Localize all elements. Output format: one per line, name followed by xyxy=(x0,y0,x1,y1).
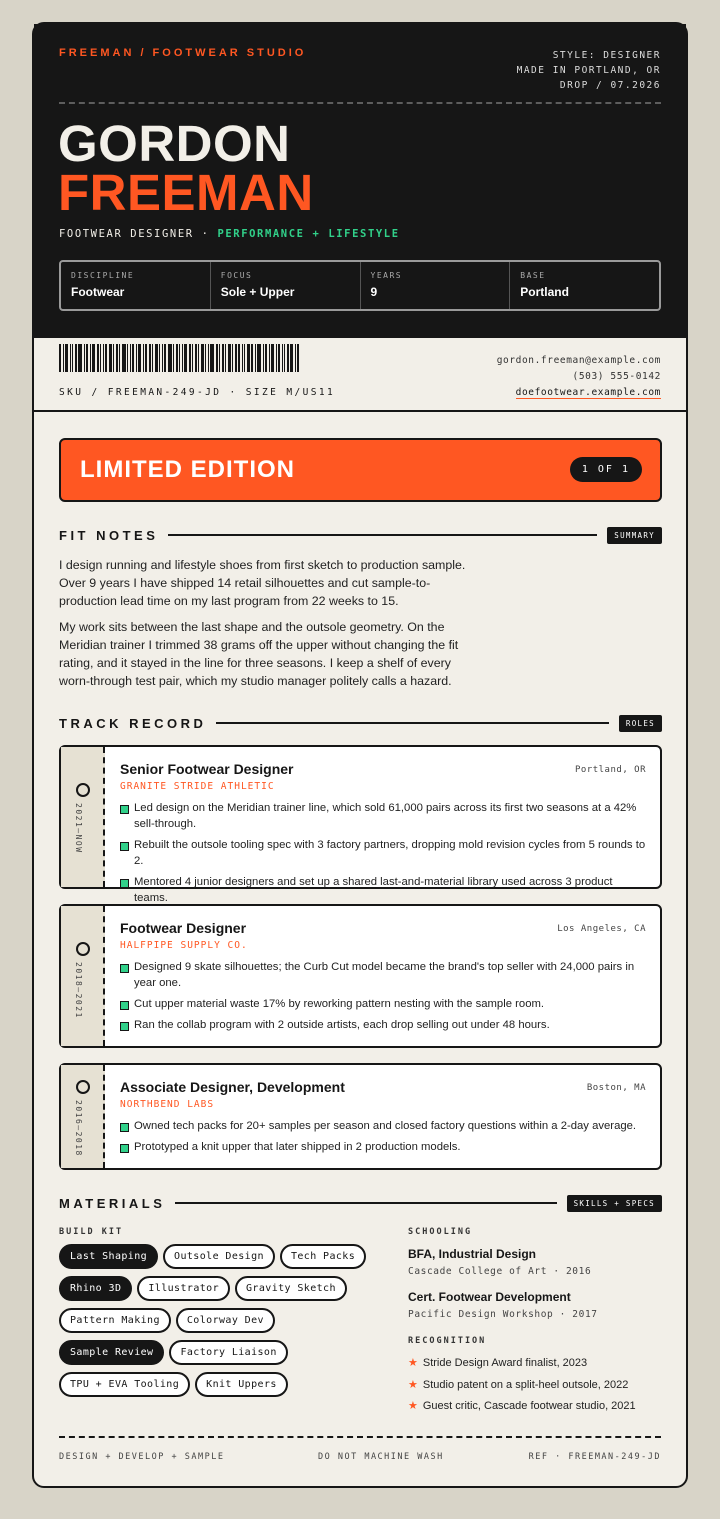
stat-value: Portland xyxy=(520,285,569,299)
job-location: Boston, MA xyxy=(586,1083,646,1093)
meta-line: MADE IN PORTLAND, OR xyxy=(516,65,661,76)
skills-list xyxy=(59,1244,389,1404)
job-bullet: Rebuilt the outsole tooling spec with 3 factory partners, dropping mold revision cycles from 5 rounds to 2. xyxy=(120,837,646,869)
job-years: 2018–2021 xyxy=(74,962,83,1019)
barcode-bar xyxy=(122,344,126,372)
barcode-bar xyxy=(210,344,214,372)
award-text: Studio patent on a split-heel outsole, 2022 xyxy=(422,1379,629,1391)
skill-chip: Illustrator xyxy=(137,1276,230,1301)
tagline xyxy=(59,228,400,240)
stat-value: Sole + Upper xyxy=(220,285,295,299)
job-bullet: Ran the collab program with 2 outside artists, each drop selling out under 48 hours. xyxy=(120,1017,646,1033)
barcode-bar xyxy=(127,344,128,372)
section-title: MATERIALS xyxy=(59,1195,166,1211)
barcode-bar xyxy=(278,344,280,372)
job-title: Senior Footwear Designer xyxy=(120,761,294,777)
job-card xyxy=(59,904,662,1048)
timeline-rail xyxy=(61,747,105,887)
job-bullets xyxy=(120,959,646,1033)
footer-right: REF · FREEMAN-249-JD xyxy=(528,1452,661,1462)
barcode-bar xyxy=(201,344,204,372)
barcode-bar xyxy=(182,344,183,372)
barcode-bar xyxy=(109,344,112,372)
stat-label: YEARS xyxy=(370,271,403,280)
tagline-role: FOOTWEAR DESIGNER · xyxy=(59,228,210,240)
star-icon: ★ xyxy=(408,1379,418,1391)
degree: Cert. Footwear Development xyxy=(408,1290,571,1304)
barcode-graphic xyxy=(59,344,301,372)
contact-info xyxy=(497,353,661,401)
barcode-bar xyxy=(269,344,270,372)
barcode-bar xyxy=(138,344,141,372)
education-item xyxy=(408,1290,668,1320)
skill-chip: Outsole Design xyxy=(163,1244,275,1269)
barcode-bar xyxy=(255,344,256,372)
section-rule xyxy=(168,534,597,536)
barcode-bar xyxy=(113,344,114,372)
section-title: FIT NOTES xyxy=(59,527,159,543)
section-tag: SKILLS + SPECS xyxy=(567,1195,662,1212)
job-location: Portland, OR xyxy=(574,765,646,775)
stat-years xyxy=(361,262,511,309)
barcode-bar xyxy=(92,344,95,372)
degree: BFA, Industrial Design xyxy=(408,1247,537,1261)
footer-divider xyxy=(59,1436,661,1438)
tagline-focus: PERFORMANCE + LIFESTYLE xyxy=(217,228,400,240)
job-years: 2016–2018 xyxy=(74,1100,83,1157)
resume-card xyxy=(32,22,688,1488)
limited-edition-banner xyxy=(59,438,662,502)
barcode-bar xyxy=(184,344,187,372)
stat-value: 9 xyxy=(370,285,378,299)
barcode-band xyxy=(34,338,686,412)
barcode-bar xyxy=(70,344,71,372)
award-item xyxy=(408,1399,636,1412)
award-item xyxy=(408,1356,587,1369)
barcode-bar xyxy=(238,344,240,372)
job-bullet: Designed 9 skate silhouettes; the Curb Cut model became the brand's top seller with 24,000 pairs in year one. xyxy=(120,959,646,991)
barcode-bar xyxy=(251,344,253,372)
skill-chip: Sample Review xyxy=(59,1340,164,1365)
skill-chip: Colorway Dev xyxy=(176,1308,275,1333)
barcode-bar xyxy=(65,344,68,372)
job-bullet: Led design on the Meridian trainer line, which sold 61,000 pairs across its first two seasons at a 42% sell-through. xyxy=(120,800,646,832)
barcode-bar xyxy=(216,344,218,372)
barcode-bar xyxy=(78,344,82,372)
barcode-bar xyxy=(225,344,226,372)
barcode-bar xyxy=(242,344,243,372)
build-kit-label: BUILD KIT xyxy=(59,1227,124,1237)
section-header-fit-notes xyxy=(59,526,662,544)
stat-label: FOCUS xyxy=(220,271,253,280)
barcode-bar xyxy=(235,344,237,372)
barcode-bar xyxy=(152,344,153,372)
barcode-bar xyxy=(282,344,283,372)
recognition-label: RECOGNITION xyxy=(408,1336,487,1346)
barcode-bar xyxy=(247,344,250,372)
section-rule xyxy=(175,1202,556,1204)
brand-label: FREEMAN / FOOTWEAR STUDIO xyxy=(59,47,307,59)
barcode-bar xyxy=(143,344,144,372)
email-link[interactable]: gordon.freeman@example.com xyxy=(496,355,661,366)
barcode-bar xyxy=(164,344,166,372)
school: Pacific Design Workshop · 2017 xyxy=(408,1309,598,1320)
stat-label: BASE xyxy=(520,271,546,280)
style-meta xyxy=(517,48,661,93)
barcode-bar xyxy=(263,344,264,372)
barcode-bar xyxy=(176,344,178,372)
barcode-bar xyxy=(105,344,107,372)
barcode-bar xyxy=(205,344,206,372)
job-bullet: Prototyped a knit upper that later shipped in 2 production models. xyxy=(120,1139,646,1155)
skill-chip: TPU + EVA Tooling xyxy=(59,1372,190,1397)
barcode-bar xyxy=(287,344,289,372)
barcode-bar xyxy=(168,344,172,372)
header xyxy=(34,24,686,338)
edition-badge: 1 OF 1 xyxy=(570,457,642,482)
stats-box xyxy=(59,260,661,311)
last-name: FREEMAN xyxy=(58,164,314,221)
job-company: GRANITE STRIDE ATHLETIC xyxy=(120,781,275,792)
barcode-bar xyxy=(295,344,296,372)
header-divider xyxy=(59,102,661,104)
stat-base xyxy=(510,262,659,309)
job-years: 2021–NOW xyxy=(74,803,83,854)
barcode-bar xyxy=(100,344,101,372)
barcode-bar xyxy=(75,344,77,372)
summary-paragraph: I design running and lifestyle shoes from first sketch to production sample. Over 9 years I have shipped 14 retail silhouettes and cut sample-to-production lead time on my last program from 22 weeks to 15. xyxy=(59,558,466,608)
section-rule xyxy=(216,722,608,724)
barcode-bar xyxy=(198,344,199,372)
skill-chip: Tech Packs xyxy=(280,1244,366,1269)
barcode-bar xyxy=(222,344,224,372)
phone-number: (503) 555-0142 xyxy=(572,371,661,382)
section-tag: SUMMARY xyxy=(607,527,662,544)
skill-chip: Pattern Making xyxy=(59,1308,171,1333)
barcode-bar xyxy=(90,344,91,372)
barcode-bar xyxy=(136,344,137,372)
section-header-track-record xyxy=(59,714,662,732)
barcode-bar xyxy=(232,344,233,372)
barcode-bar xyxy=(271,344,274,372)
barcode-bar xyxy=(265,344,267,372)
barcode-bar xyxy=(276,344,277,372)
barcode-bar xyxy=(173,344,174,372)
summary-text xyxy=(59,556,479,698)
job-bullets xyxy=(120,800,646,906)
footer-center: DO NOT MACHINE WASH xyxy=(318,1452,444,1462)
footer-left: DESIGN + DEVELOP + SAMPLE xyxy=(59,1452,225,1462)
timeline-dot-icon xyxy=(76,783,90,797)
barcode-bar xyxy=(179,344,180,372)
barcode-bar xyxy=(290,344,293,372)
award-text: Guest critic, Cascade footwear studio, 2021 xyxy=(422,1400,636,1412)
job-title: Footwear Designer xyxy=(120,920,247,936)
stat-focus xyxy=(211,262,361,309)
barcode-bar xyxy=(162,344,163,372)
skill-chip: Knit Uppers xyxy=(195,1372,288,1397)
barcode-bar xyxy=(195,344,197,372)
summary-paragraph: My work sits between the last shape and the outsole geometry. On the Meridian trainer I trimmed 38 grams off the upper without changing the fit rating, and it stayed in the line for three seasons. I keep a shelf of every worn-through test pair, which my studio manager politely calls a hazard. xyxy=(59,620,459,688)
meta-line: DROP / 07.2026 xyxy=(559,80,661,91)
barcode-bar xyxy=(145,344,147,372)
stat-value: Footwear xyxy=(71,285,125,299)
job-bullets xyxy=(120,1118,646,1155)
section-title: TRACK RECORD xyxy=(59,715,207,731)
barcode-bar xyxy=(116,344,118,372)
barcode-bar xyxy=(155,344,158,372)
award-text: Stride Design Award finalist, 2023 xyxy=(422,1357,588,1369)
job-company: NORTHBEND LABS xyxy=(120,1099,215,1110)
timeline-dot-icon xyxy=(76,1080,90,1094)
job-title: Associate Designer, Development xyxy=(120,1079,345,1095)
section-header-materials xyxy=(59,1194,662,1212)
barcode-bar xyxy=(228,344,231,372)
star-icon: ★ xyxy=(408,1357,418,1369)
skill-chip: Factory Liaison xyxy=(169,1340,287,1365)
barcode-bar xyxy=(97,344,99,372)
job-card xyxy=(59,1063,662,1170)
barcode-bar xyxy=(149,344,151,372)
barcode-bar xyxy=(192,344,193,372)
star-icon: ★ xyxy=(408,1400,418,1412)
barcode-bar xyxy=(59,344,61,372)
barcode-bar xyxy=(244,344,245,372)
barcode-bar xyxy=(119,344,120,372)
job-company: HALFPIPE SUPPLY CO. xyxy=(120,940,248,951)
award-item xyxy=(408,1378,628,1391)
stat-label: DISCIPLINE xyxy=(71,271,135,280)
skill-chip: Rhino 3D xyxy=(59,1276,132,1301)
barcode-bar xyxy=(63,344,64,372)
barcode-bar xyxy=(132,344,134,372)
skill-chip: Last Shaping xyxy=(59,1244,158,1269)
job-bullet: Owned tech packs for 20+ samples per season and closed factory questions within a 2-day average. xyxy=(120,1118,646,1134)
website-link[interactable]: doefootwear.example.com xyxy=(515,387,661,398)
job-card xyxy=(59,745,662,904)
section-tag: ROLES xyxy=(619,715,662,732)
barcode-bar xyxy=(86,344,88,372)
barcode-bar xyxy=(257,344,261,372)
job-location: Los Angeles, CA xyxy=(557,924,646,934)
timeline-dot-icon xyxy=(76,942,90,956)
barcode-bar xyxy=(159,344,160,372)
job-bullet: Mentored 4 junior designers and set up a shared last-and-material library used across 3 product teams. xyxy=(120,874,646,906)
stat-discipline xyxy=(61,262,211,309)
barcode-bar xyxy=(103,344,104,372)
barcode-bar xyxy=(297,344,299,372)
banner-title: LIMITED EDITION xyxy=(80,456,295,483)
schooling-label: SCHOOLING xyxy=(408,1227,473,1237)
job-bullet: Cut upper material waste 17% by reworking pattern nesting with the sample room. xyxy=(120,996,646,1012)
skill-chip: Gravity Sketch xyxy=(235,1276,347,1301)
school: Cascade College of Art · 2016 xyxy=(408,1266,592,1277)
first-name: GORDON xyxy=(58,115,291,172)
barcode-bar xyxy=(208,344,209,372)
barcode-bar xyxy=(284,344,285,372)
barcode-bar xyxy=(189,344,191,372)
barcode-bar xyxy=(72,344,73,372)
timeline-rail xyxy=(61,906,105,1046)
education-item xyxy=(408,1247,668,1277)
sku-label: SKU / FREEMAN-249-JD · SIZE M/US11 xyxy=(59,387,336,398)
barcode-bar xyxy=(84,344,85,372)
meta-line: STYLE: DESIGNER xyxy=(552,50,661,61)
barcode-bar xyxy=(130,344,131,372)
barcode-bar xyxy=(219,344,220,372)
